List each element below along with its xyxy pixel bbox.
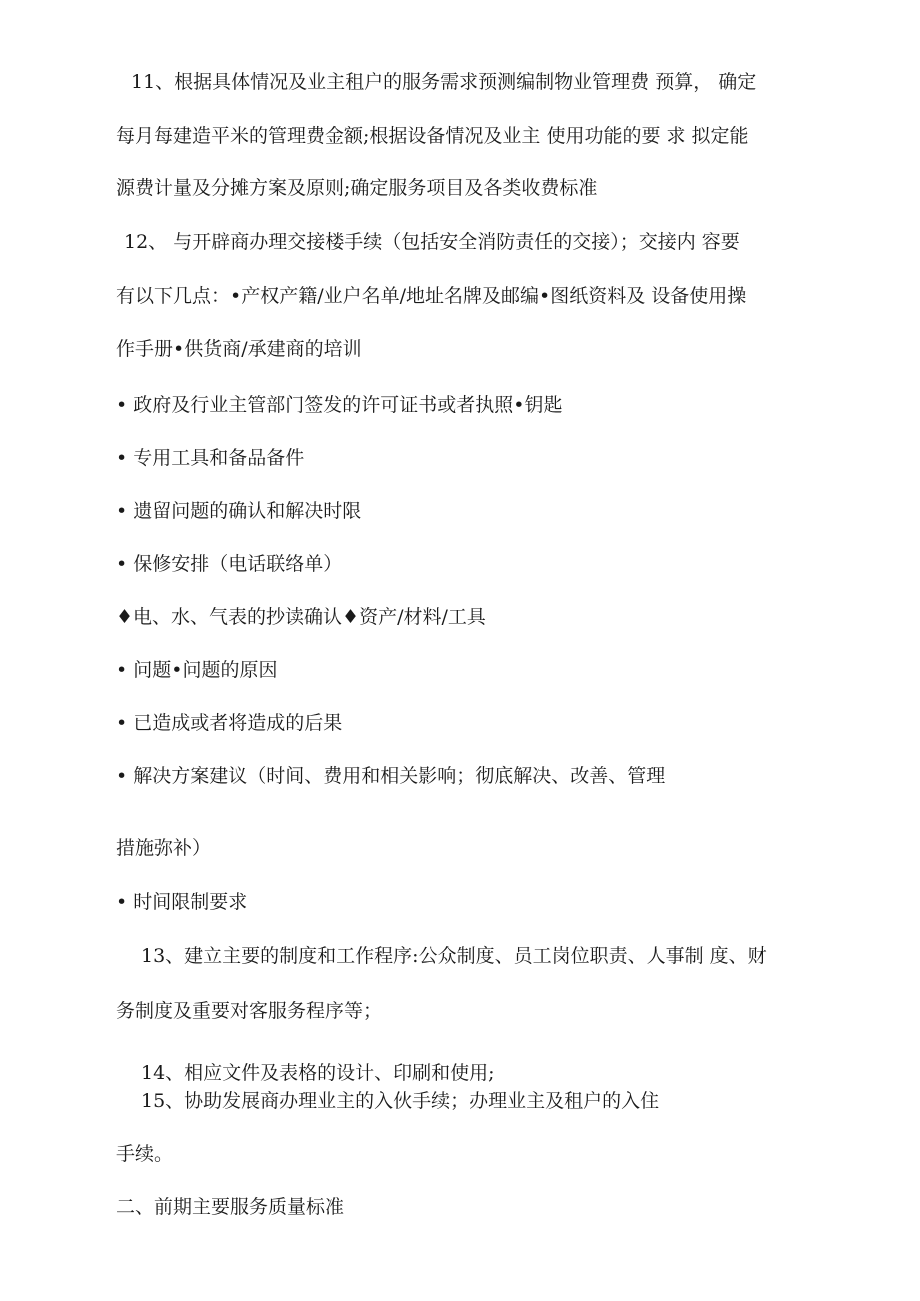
paragraph-15-line-1: 15、协助发展商办理业主的入伙手续；办理业主及租户的入住 (141, 1090, 660, 1112)
list-item-meters: ♦电、水、气表的抄读确认♦资产/材料/工具 (116, 606, 486, 628)
paragraph-11-line-1: 11、根据具体情况及业主租户的服务需求预测编制物业管理费 预算， 确定 (131, 71, 757, 93)
paragraph-11-line-2: 每月每建造平米的管理费金额;根据设备情况及业主 使用功能的要 求 拟定能 (116, 125, 749, 147)
paragraph-13-line-2: 务制度及重要对客服务程序等； (116, 1000, 383, 1022)
list-item-solution-cont: 措施弥补） (116, 837, 212, 859)
list-item-time-limit: • 时间限制要求 (116, 891, 248, 913)
paragraph-12-line-3: 作手册•供货商/承建商的培训 (116, 338, 362, 360)
list-item-solution: • 解决方案建议（时间、费用和相关影响；彻底解决、改善、管理 (116, 765, 666, 787)
paragraph-13-line-1: 13、建立主要的制度和工作程序:公众制度、员工岗位职责、人事制 度、财 (141, 945, 767, 967)
paragraph-11-line-3: 源费计量及分摊方案及原则;确定服务项目及各类收费标准 (116, 177, 598, 199)
section-heading: 二、前期主要服务质量标准 (116, 1196, 345, 1218)
list-item-permits: • 政府及行业主管部门签发的许可证书或者执照•钥匙 (116, 394, 563, 416)
list-item-warranty: • 保修安排（电话联络单） (116, 553, 343, 575)
paragraph-15-line-2: 手续。 (116, 1143, 174, 1165)
paragraph-14: 14、相应文件及表格的设计、印刷和使用; (141, 1062, 495, 1084)
list-item-tools: • 专用工具和备品备件 (116, 447, 305, 469)
paragraph-12-line-1: 12、 与开辟商办理交接楼手续（包括安全消防责任的交接）；交接内 容要 (124, 231, 740, 253)
paragraph-12-line-2: 有以下几点：•产权产籍/业户名单/地址名牌及邮编•图纸资料及 设备使用操 (116, 285, 747, 307)
list-item-problem-cause: • 问题•问题的原因 (116, 659, 278, 681)
list-item-consequences: • 已造成或者将造成的后果 (116, 712, 343, 734)
list-item-issues: • 遗留问题的确认和解决时限 (116, 500, 362, 522)
